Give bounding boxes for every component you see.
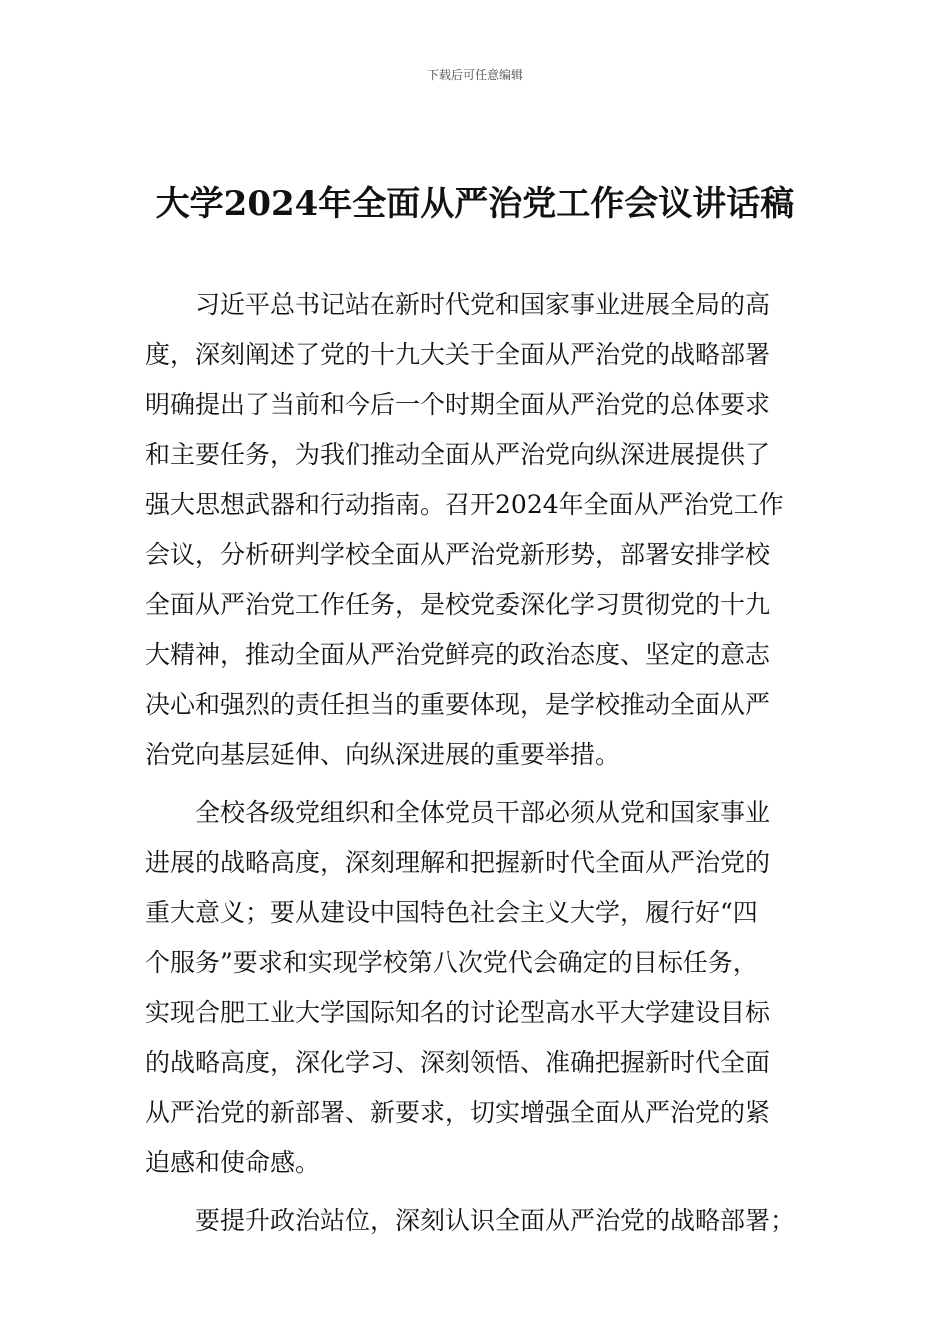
body-line: 习近平总书记站在新时代党和国家事业进展全局的高 <box>195 290 771 319</box>
body-line: 会议，分析研判学校全面从严治党新形势，部署安排学校 <box>145 540 771 569</box>
body-line: 要提升政治站位，深刻认识全面从严治党的战略部署； <box>195 1206 796 1235</box>
body-line: 实现合肥工业大学国际知名的讨论型高水平大学建设目标 <box>145 998 771 1027</box>
body-line: 强大思想武器和行动指南。召开2024年全面从严治党工作 <box>145 490 784 519</box>
body-line: 和主要任务，为我们推动全面从严治党向纵深进展提供了 <box>145 440 771 469</box>
body-line: 全校各级党组织和全体党员干部必须从党和国家事业 <box>195 798 771 827</box>
body-line: 的战略高度，深化学习、深刻领悟、准确把握新时代全面 <box>145 1048 771 1077</box>
body-line: 明确提出了当前和今后一个时期全面从严治党的总体要求 <box>145 390 771 419</box>
body-line: 重大意义；要从建设中国特色社会主义大学，履行好“四 <box>145 898 758 927</box>
body-line: 全面从严治党工作任务，是校党委深化学习贯彻党的十九 <box>145 590 771 619</box>
body-line: 从严治党的新部署、新要求，切实增强全面从严治党的紧 <box>145 1098 771 1127</box>
body-line: 度，深刻阐述了党的十九大关于全面从严治党的战略部署 <box>145 340 771 369</box>
body-line: 大精神，推动全面从严治党鲜亮的政治态度、坚定的意志 <box>145 640 771 669</box>
body-line: 个服务”要求和实现学校第八次党代会确定的目标任务， <box>145 948 758 977</box>
body-line: 迫感和使命感。 <box>145 1148 321 1177</box>
document-body <box>145 280 809 1246</box>
body-line: 治党向基层延伸、向纵深进展的重要举措。 <box>145 740 621 769</box>
document-title: 大学2024年全面从严治党工作会议讲话稿 <box>155 184 795 224</box>
body-line: 进展的战略高度，深刻理解和把握新时代全面从严治党的 <box>145 848 771 877</box>
header-note: 下载后可任意编辑 <box>426 68 523 82</box>
body-line: 决心和强烈的责任担当的重要体现，是学校推动全面从严 <box>145 690 771 719</box>
